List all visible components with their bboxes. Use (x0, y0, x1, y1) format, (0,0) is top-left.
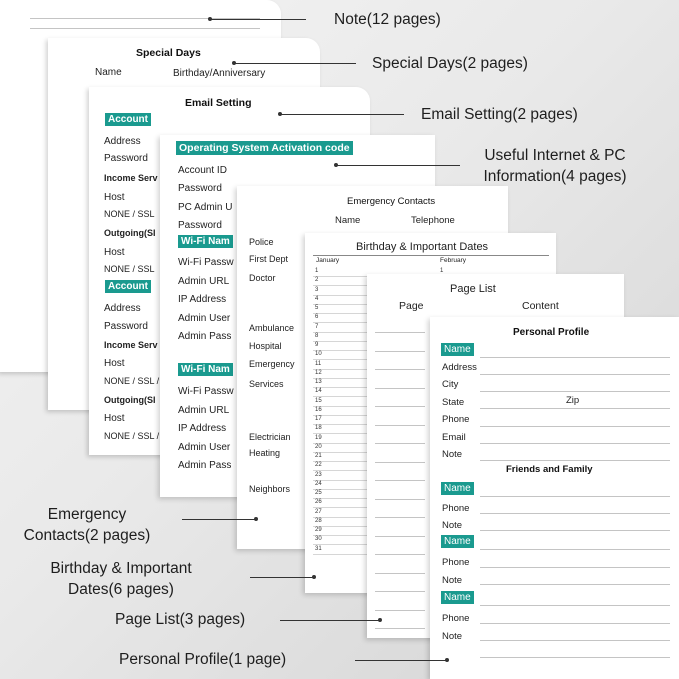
os-admin-user2-label: Admin User (178, 442, 231, 453)
email-income2-label: Income Serv (104, 340, 158, 350)
callout-emergency-line1: Emergency (47, 506, 127, 523)
callout-internet-pc-line1: Useful Internet & PC (484, 147, 626, 164)
email-password-label: Password (104, 153, 148, 164)
friend1-name-badge: Name (441, 482, 474, 495)
birthday-day-number: 7 (315, 323, 319, 330)
callout-emergency-line2: Contacts(2 pages) (23, 527, 151, 544)
birthday-day-number: 21 (315, 453, 322, 459)
os-password2-label: Password (178, 220, 222, 231)
os-wifi2-badge: Wi-Fi Nam (178, 363, 233, 376)
birthday-day-number: 30 (315, 536, 322, 543)
emergency-ambulance: Ambulance (249, 323, 295, 333)
birthday-day-number: 12 (315, 369, 322, 376)
email-address2-label: Address (104, 303, 141, 314)
emergency-electrician: Electrician (249, 432, 291, 442)
callout-page-list: Page List(3 pages) (115, 611, 246, 628)
callout-birthday-line1: Birthday & Important (50, 560, 192, 577)
birthday-day-number: 2 (315, 277, 319, 284)
birthday-day-number: 16 (315, 406, 322, 413)
profile-title: Personal Profile (513, 327, 590, 338)
profile-zip-label: Zip (566, 395, 580, 406)
friend2-name-badge: Name (441, 535, 474, 548)
os-password-label: Password (178, 183, 222, 194)
birthday-day-number: 19 (315, 434, 322, 441)
birthday-day-number: 29 (315, 527, 322, 533)
email-host3-label: Host (104, 358, 125, 369)
emergency-heating: Heating (249, 448, 281, 458)
emergency-services: Services (249, 379, 284, 389)
profile-note-label: Note (442, 449, 463, 460)
email-password2-label: Password (104, 321, 148, 332)
email-income-label: Income Serv (104, 173, 158, 183)
birthday-day-number: 20 (315, 443, 322, 450)
birthday-day-number: 9 (315, 342, 319, 348)
os-admin-pass-label: Admin Pass (178, 331, 232, 342)
email-none-ssl-label: NONE / SSL (104, 209, 155, 219)
birthday-day-number: 13 (315, 379, 322, 385)
friend3-name-badge: Name (441, 591, 474, 604)
friend1-phone-label: Phone (442, 503, 470, 514)
birthday-day-number: 25 (315, 490, 322, 496)
os-ip-label: IP Address (178, 294, 227, 305)
special-days-col-name: Name (95, 67, 122, 78)
special-days-title: Special Days (136, 47, 201, 59)
callout-note: Note(12 pages) (334, 11, 441, 28)
birthday-day-number: 22 (315, 462, 322, 469)
os-account-id-label: Account ID (178, 165, 227, 176)
profile-name-badge: Name (441, 343, 474, 356)
emergency-neighbors: Neighbors (249, 484, 291, 494)
email-account-badge: Account (105, 113, 151, 126)
os-admin-url-label: Admin URL (178, 276, 230, 287)
email-none-ssl4-label: NONE / SSL / (104, 431, 160, 441)
callout-emergency (12, 504, 162, 546)
callout-internet-pc (470, 145, 640, 187)
birthday-day-number: 18 (315, 425, 322, 432)
profile-email-label: Email (442, 432, 466, 443)
birthday-day-number: 14 (315, 388, 322, 395)
email-host4-label: Host (104, 413, 125, 424)
email-none-ssl3-label: NONE / SSL / (104, 376, 160, 386)
emergency-police: Police (249, 237, 274, 247)
birthday-day-number: 31 (315, 545, 322, 552)
personal-profile-sheet (430, 317, 679, 679)
profile-state-label: State (442, 397, 465, 408)
emergency-title: Emergency Contacts (347, 196, 436, 207)
profile-phone-label: Phone (442, 414, 470, 425)
emergency-first-dept: First Dept (249, 254, 289, 264)
callout-email-setting: Email Setting(2 pages) (421, 106, 578, 123)
callout-birthday (36, 558, 206, 600)
friend3-note-label: Note (442, 631, 463, 642)
callout-special-days: Special Days(2 pages) (372, 55, 528, 72)
os-admin-url2-label: Admin URL (178, 405, 230, 416)
profile-city-label: City (442, 379, 459, 390)
emergency-col-name: Name (335, 215, 361, 226)
callout-personal-profile: Personal Profile(1 page) (119, 651, 287, 668)
email-none-ssl2-label: NONE / SSL (104, 264, 155, 274)
page-list-col-content: Content (522, 300, 559, 312)
birthday-day-number: 5 (315, 305, 319, 311)
emergency-col-tel: Telephone (411, 215, 455, 226)
birthday-day-number: 10 (315, 351, 322, 358)
email-outgoing2-label: Outgoing(SI (104, 395, 156, 405)
email-outgoing-label: Outgoing(SI (104, 228, 156, 238)
birthday-day-number: 27 (315, 508, 322, 515)
birthday-day-number: 23 (315, 471, 322, 478)
friend2-phone-label: Phone (442, 557, 470, 568)
birthday-day-number: 3 (315, 286, 319, 293)
email-account2-badge: Account (105, 280, 151, 293)
birthday-day-number: 1 (315, 268, 319, 274)
birthday-title: Birthday & Important Dates (356, 241, 489, 253)
friend1-note-label: Note (442, 520, 463, 531)
birthday-day-number: 11 (315, 360, 322, 367)
special-days-col-birthday: Birthday/Anniversary (173, 68, 266, 79)
os-title-badge: Operating System Activation code (176, 141, 353, 155)
os-wifi-badge: Wi-Fi Nam (178, 235, 233, 248)
birthday-day-number: 24 (315, 480, 322, 487)
email-address-label: Address (104, 136, 141, 147)
birthday-day-number: 26 (315, 499, 322, 506)
callout-internet-pc-line2: Information(4 pages) (483, 168, 627, 185)
callout-birthday-line2: Dates(6 pages) (68, 581, 174, 598)
emergency-doctor: Doctor (249, 273, 276, 283)
birthday-day-number: 8 (315, 332, 319, 339)
friend2-note-label: Note (442, 575, 463, 586)
birthday-feb-day: 1 (440, 268, 444, 274)
emergency-hospital: Hospital (249, 341, 282, 351)
birthday-day-number: 28 (315, 517, 322, 524)
birthday-day-number: 17 (315, 416, 322, 422)
birthday-day-number: 4 (315, 295, 319, 302)
birthday-day-number: 6 (315, 314, 319, 321)
friends-title: Friends and Family (506, 464, 593, 475)
os-wifi-pass2-label: Wi-Fi Passw (178, 386, 234, 397)
email-host2-label: Host (104, 247, 125, 258)
birthday-january: January (316, 257, 340, 264)
os-admin-pass2-label: Admin Pass (178, 460, 232, 471)
birthday-day-number: 15 (315, 397, 322, 404)
email-title: Email Setting (185, 97, 252, 109)
emergency-emergency: Emergency (249, 359, 295, 369)
email-host-label: Host (104, 192, 125, 203)
os-ip2-label: IP Address (178, 423, 227, 434)
profile-address-label: Address (442, 362, 477, 373)
friend3-phone-label: Phone (442, 613, 470, 624)
os-pc-admin-label: PC Admin U (178, 202, 233, 213)
page-list-title: Page List (450, 283, 496, 295)
page-list-col-page: Page (399, 300, 424, 312)
os-wifi-pass-label: Wi-Fi Passw (178, 257, 234, 268)
os-admin-user-label: Admin User (178, 313, 231, 324)
birthday-february: February (440, 257, 467, 264)
